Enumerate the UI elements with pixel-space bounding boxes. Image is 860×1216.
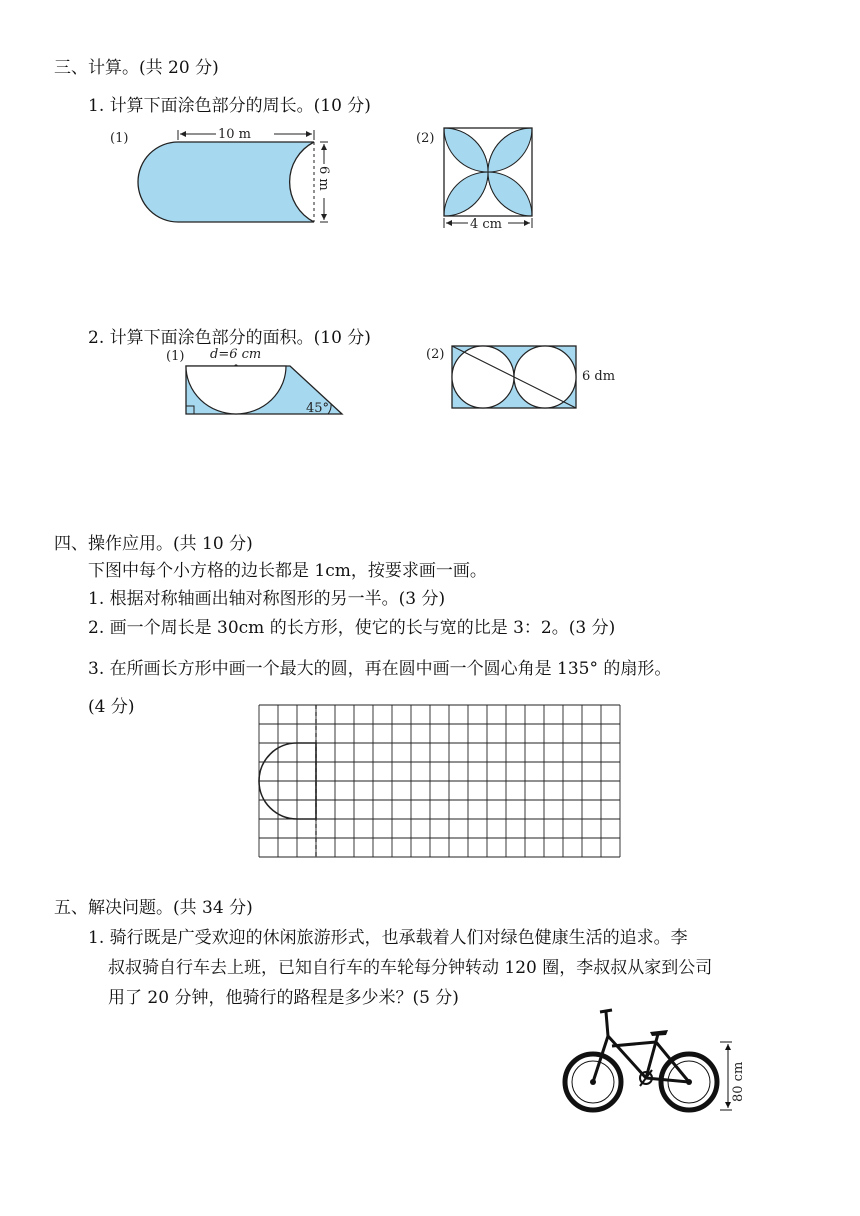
bicycle-illustration bbox=[556, 1006, 756, 1114]
side-label: 4 cm bbox=[470, 217, 503, 232]
section-4-item-1: 1. 根据对称轴画出轴对称图形的另一半。(3 分) bbox=[88, 589, 446, 609]
width-label: 10 m bbox=[218, 127, 252, 142]
figure-label: (2) bbox=[416, 131, 435, 146]
question-3-2: 2. 计算下面涂色部分的面积。(10 分) bbox=[88, 328, 371, 348]
perimeter-figure-2 bbox=[414, 124, 544, 236]
height-label: 6 m bbox=[316, 166, 331, 191]
section-4-item-3-score: (4 分) bbox=[88, 697, 135, 717]
area-figure-1 bbox=[166, 344, 348, 420]
question-5-1-line-1: 1. 骑行既是广受欢迎的休闲旅游形式，也承载着人们对绿色健康生活的追求。李 bbox=[88, 928, 688, 948]
question-3-1: 1. 计算下面涂色部分的周长。(10 分) bbox=[88, 96, 371, 116]
figure-label: (2) bbox=[426, 347, 445, 362]
section-4-intro: 下图中每个小方格的边长都是 1cm，按要求画一画。 bbox=[88, 561, 487, 581]
figure-label: (1) bbox=[110, 131, 129, 146]
section-4-item-2: 2. 画一个周长是 30cm 的长方形，使它的长与宽的比是 3：2。(3 分) bbox=[88, 618, 616, 638]
section-4-heading: 四、操作应用。(共 10 分) bbox=[54, 534, 253, 554]
bike-height-label: 80 cm bbox=[731, 1061, 746, 1102]
section-5-heading: 五、解决问题。(共 34 分) bbox=[54, 898, 253, 918]
section-3-heading: 三、计算。(共 20 分) bbox=[54, 58, 219, 78]
section-4-item-3: 3. 在所画长方形中画一个最大的圆，再在圆中画一个圆心角是 135° 的扇形。 bbox=[88, 659, 672, 679]
figure-label: (1) bbox=[166, 349, 185, 364]
diameter-label: d=6 cm bbox=[210, 347, 262, 362]
perimeter-figure-1 bbox=[108, 124, 338, 232]
question-5-1-line-3: 用了 20 分钟，他骑行的路程是多少米？(5 分) bbox=[108, 988, 459, 1008]
area-figure-2 bbox=[424, 342, 634, 414]
height-label: 6 dm bbox=[582, 369, 616, 384]
question-5-1-line-2: 叔叔骑自行车去上班，已知自行车的车轮每分钟转动 120 圈，李叔叔从家到公司 bbox=[108, 958, 713, 978]
drawing-grid bbox=[258, 704, 622, 858]
angle-label: 45° bbox=[306, 401, 330, 416]
